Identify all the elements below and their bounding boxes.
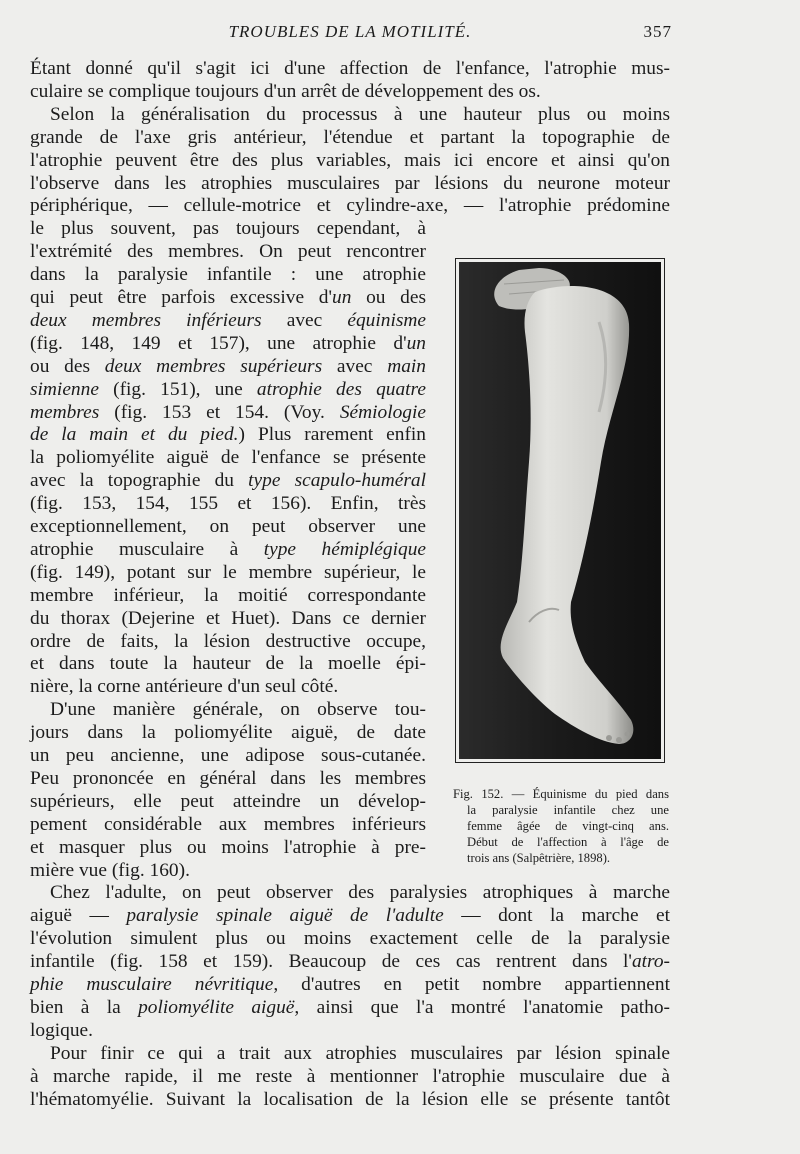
text-run: D'une manière générale, on observe tou- <box>50 699 426 721</box>
figure-photograph <box>455 258 665 763</box>
text-line <box>30 996 670 1020</box>
text-line <box>30 950 670 974</box>
text-line <box>30 309 426 333</box>
text-line <box>30 1019 670 1043</box>
text-run: culaire se complique toujours d'un arrêt de développement des os. <box>30 80 541 102</box>
text-line <box>30 584 426 608</box>
text-run: Peu prononcée en général dans les membres <box>30 767 426 789</box>
italic-text-run: un <box>406 332 426 354</box>
text-line <box>30 469 426 493</box>
caption-line: Fig. 152. — Équinisme du pied dans <box>453 787 669 801</box>
text-line <box>30 172 670 196</box>
running-header <box>30 22 670 46</box>
italic-text-run: type hémiplégique <box>263 538 426 560</box>
text-run: ou des <box>351 287 427 308</box>
text-line <box>30 1042 670 1066</box>
text-run: Chez l'adulte, on peut observer des paralysies atrophiques à marche <box>50 882 670 904</box>
text-run: aiguë — <box>30 905 127 927</box>
text-line <box>30 194 670 218</box>
text-line <box>30 721 426 745</box>
text-line <box>30 217 426 241</box>
text-line <box>30 790 426 814</box>
text-line <box>30 263 426 287</box>
italic-text-run: paralysie spinale aiguë de l'adulte <box>126 905 444 927</box>
text-run: (fig. 153 et 154. (Voy. <box>99 401 340 423</box>
italic-text-run: équinisme <box>347 309 426 331</box>
text-line <box>30 630 426 654</box>
italic-text-run: Sémiologie <box>339 401 426 423</box>
text-run: bien à la <box>30 996 139 1018</box>
text-run: le plus souvent, pas toujours cependant, à <box>30 218 426 240</box>
text-run: pement considérable aux membres inférieurs <box>30 813 426 835</box>
text-line <box>30 881 670 905</box>
text-line <box>30 103 670 127</box>
text-run: l'observe dans les atrophies musculaires par lésions du neurone moteur <box>30 172 670 194</box>
text-line <box>30 423 426 447</box>
text-run: l'évolution simulent plus ou moins exactement celle de la paralysie <box>30 928 670 950</box>
text-run: Selon la généralisation du processus à une hauteur plus ou moins <box>50 103 670 125</box>
text-run: (fig. 151), une <box>98 378 257 400</box>
text-line <box>30 240 426 264</box>
text-run: logique. <box>30 1019 94 1041</box>
text-run: (fig. 148, 149 et 157), une atrophie d' <box>30 332 407 354</box>
page-number: 357 <box>643 22 672 41</box>
italic-text-run: un <box>332 287 352 308</box>
text-line <box>30 126 670 150</box>
italic-text-run: membres <box>30 401 100 423</box>
text-line <box>30 813 426 837</box>
text-run: — dont la marche et <box>443 905 671 927</box>
text-run: l'hématomyélie. Suivant la localisation de la lésion elle se présente tantôt <box>30 1088 670 1110</box>
text-run: avec la topographie du <box>30 470 249 492</box>
text-run: (fig. 153, 154, 155 et 156). Enfin, très <box>30 493 426 515</box>
text-run: l'extrémité des membres. On peut rencontrer <box>30 241 426 263</box>
text-run: ) Plus rarement enfin <box>238 424 426 446</box>
text-run: atrophie musculaire à <box>30 538 264 560</box>
text-line <box>30 698 426 722</box>
italic-text-run: deux membres supérieurs <box>104 355 323 377</box>
text-run: infantile (fig. 158 et 159). Beaucoup de ces cas rentrent dans l' <box>30 951 632 973</box>
text-line <box>30 1088 670 1112</box>
caption-line: trois ans (Salpêtrière, 1898). <box>467 851 611 865</box>
text-run: , ainsi que l'a montré l'anatomie patho- <box>294 996 670 1018</box>
italic-text-run: poliomyélite aiguë <box>138 996 295 1018</box>
text-line <box>30 767 426 791</box>
text-run: périphérique, — cellule-motrice et cylindre-axe, — l'atrophie prédomine <box>30 195 670 217</box>
text-line <box>30 607 426 631</box>
text-line <box>30 149 670 173</box>
text-run: à marche rapide, il me reste à mentionner l'atrophie musculaire due à <box>30 1065 670 1087</box>
text-line <box>30 675 426 699</box>
text-run: et masquer plus ou moins l'atrophie à pre- <box>30 836 426 858</box>
text-run: ou des <box>30 355 105 377</box>
text-line <box>30 1065 670 1089</box>
text-line <box>30 401 426 425</box>
italic-text-run: type scapulo-huméral <box>248 470 426 492</box>
text-run: nière, la corne antérieure d'un seul côté. <box>30 676 339 698</box>
text-line <box>30 515 426 539</box>
text-line <box>30 973 670 997</box>
text-line <box>30 652 426 676</box>
italic-text-run: deux membres inférieurs <box>30 309 262 331</box>
text-run: Pour finir ce qui a trait aux atrophies musculaires par lésion spinale <box>50 1042 670 1064</box>
running-title: TROUBLES DE LA MOTILITÉ. <box>228 22 472 41</box>
text-line <box>30 927 670 951</box>
text-run: avec <box>322 355 388 377</box>
text-line <box>30 446 426 470</box>
text-line <box>30 538 426 562</box>
text-run: membre inférieur, la moitié correspondante <box>30 584 426 606</box>
text-run: exceptionnellement, on peut observer une <box>30 516 426 537</box>
text-run: mière vue (fig. 160). <box>30 859 190 881</box>
text-run: la poliomyélite aiguë de l'enfance se présente <box>30 447 426 469</box>
text-run: (fig. 149), potant sur le membre supérieur, le <box>30 561 426 583</box>
text-line <box>30 57 670 81</box>
text-line <box>30 378 426 402</box>
caption-line: femme âgée de vingt-cinq ans. <box>467 819 669 833</box>
text-run: qui peut être parfois excessive d' <box>30 287 332 308</box>
text-run: un peu ancienne, une adipose sous-cutanée. <box>30 745 426 766</box>
italic-text-run: main <box>387 355 426 377</box>
text-run: du thorax (Dejerine et Huet). Dans ce dernier <box>30 607 426 629</box>
text-line <box>30 744 426 768</box>
text-run: l'atrophie peuvent être des plus variables, mais ici encore et ainsi qu'on <box>30 149 670 171</box>
text-run: jours dans la poliomyélite aiguë, de date <box>30 722 426 744</box>
caption-line: Début de l'affection à l'âge de <box>467 835 669 849</box>
text-run: grande de l'axe gris antérieur, l'étendue et partant la topographie de <box>30 126 670 148</box>
italic-text-run: atrophie des quatre <box>256 378 426 400</box>
caption-line: la paralysie infantile chez une <box>467 803 669 817</box>
text-line <box>30 355 426 379</box>
text-line <box>30 332 426 356</box>
text-run: avec <box>261 309 348 331</box>
text-line <box>30 80 670 104</box>
italic-text-run: atro- <box>631 951 670 973</box>
text-line <box>30 904 670 928</box>
text-line <box>30 286 426 310</box>
text-run: dans la paralysie infantile : une atrophie <box>30 264 426 286</box>
text-run: ordre de faits, la lésion destructive occupe, <box>30 630 426 652</box>
italic-text-run: phie musculaire névritique <box>30 974 274 995</box>
italic-text-run: simienne <box>30 378 99 400</box>
text-line <box>30 561 426 585</box>
text-run: , d'autres en petit nombre appartiennent <box>273 974 670 995</box>
italic-text-run: de la main et du pied. <box>30 424 239 446</box>
text-run: et dans toute la hauteur de la moelle épi- <box>30 653 426 675</box>
text-run: Étant donné qu'il s'agit ici d'une affection de l'enfance, l'atrophie mus- <box>30 58 670 79</box>
text-line <box>30 859 426 883</box>
text-line <box>30 492 426 516</box>
text-line <box>30 836 426 860</box>
text-run: supérieurs, elle peut atteindre un dévelop- <box>30 790 426 812</box>
leg-photo-image <box>459 262 661 759</box>
